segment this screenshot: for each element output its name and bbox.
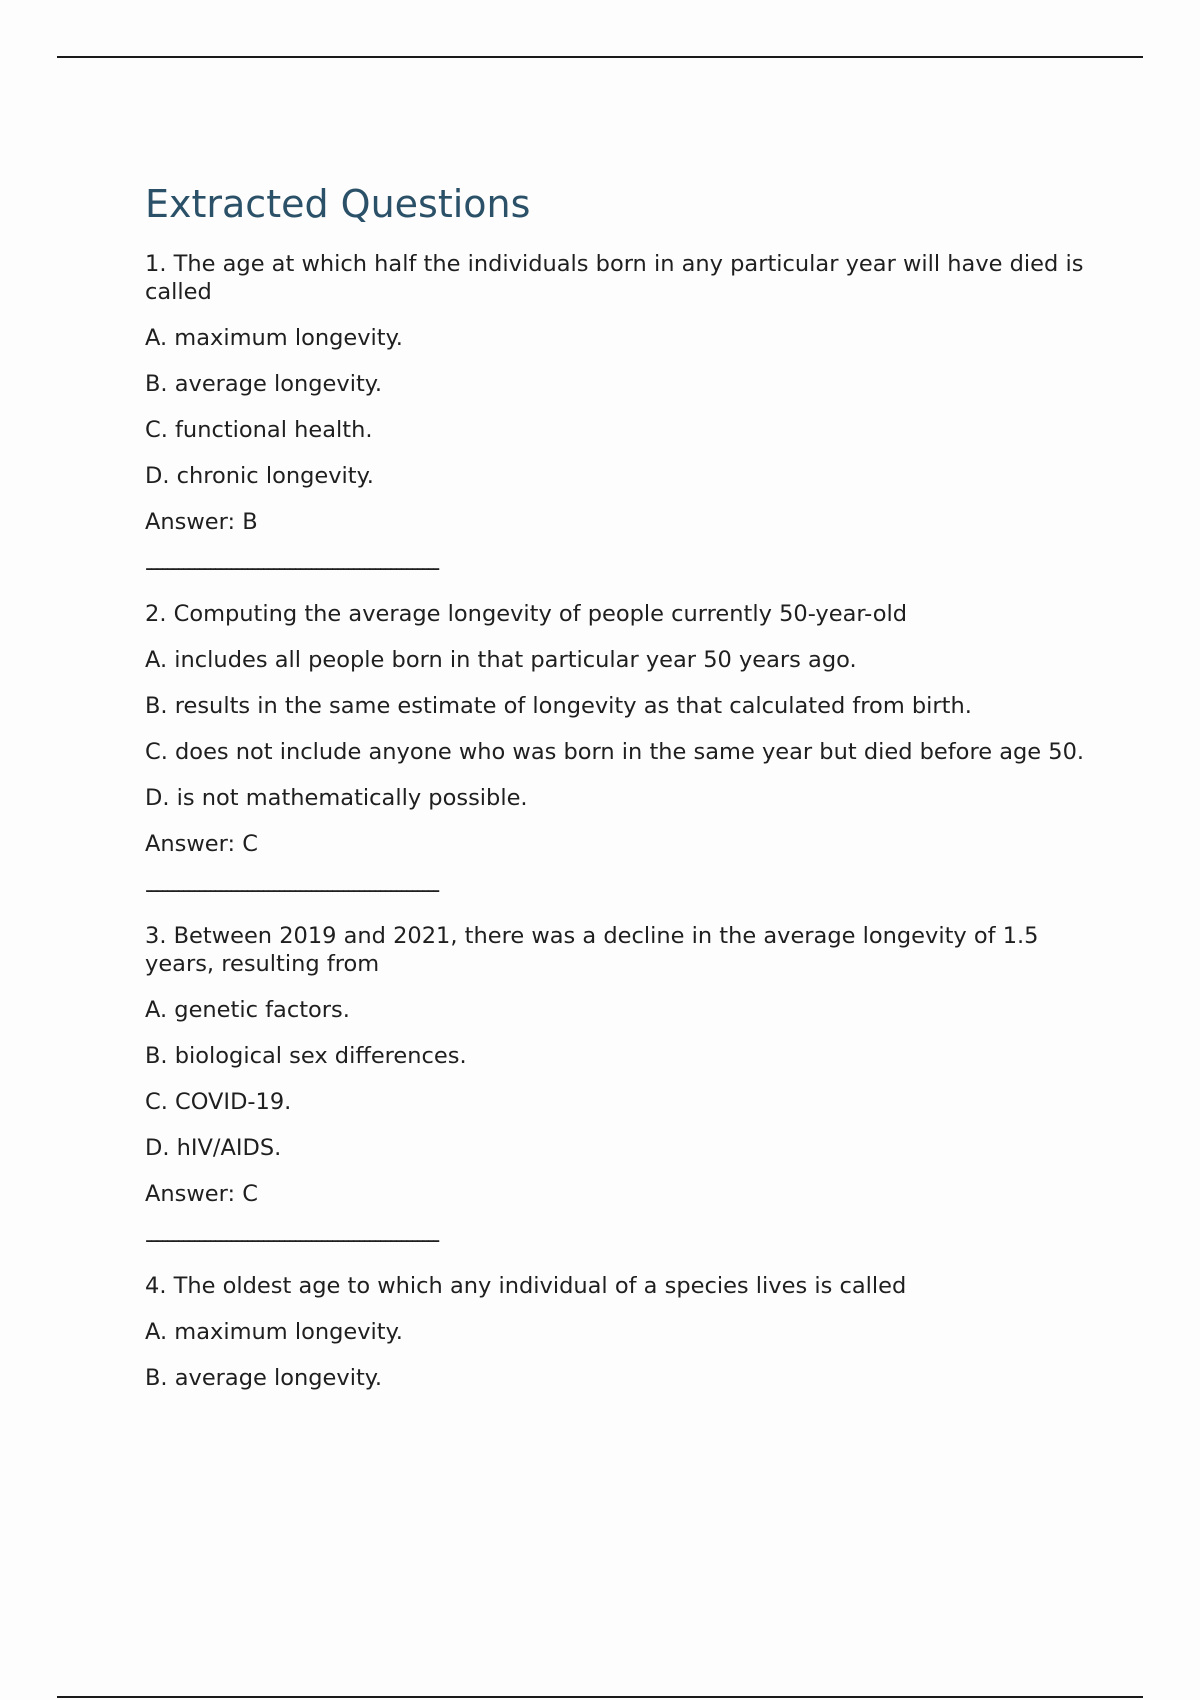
question-stem: 3. Between 2019 and 2021, there was a decline in the average longevity of 1.5 years, resulting from	[145, 923, 1039, 977]
bottom-rule	[57, 1696, 1143, 1698]
page-title: Extracted Questions	[145, 182, 531, 226]
separator-line: -------------------------------------------------------	[145, 877, 438, 903]
option-a: A. maximum longevity.	[145, 325, 403, 351]
question-3	[145, 922, 1085, 1254]
option-b: B. average longevity.	[145, 371, 383, 397]
option-c: C. does not include anyone who was born in the same year but died before age 50.	[145, 739, 1085, 765]
option-b: B. average longevity.	[145, 1365, 383, 1391]
option-c: C. COVID-19.	[145, 1089, 292, 1115]
option-a: A. genetic factors.	[145, 997, 350, 1023]
option-d: D. hIV/AIDS.	[145, 1135, 282, 1161]
question-stem: 4. The oldest age to which any individual of a species lives is called	[145, 1273, 907, 1299]
option-a: A. maximum longevity.	[145, 1319, 403, 1345]
question-4	[145, 1272, 1085, 1392]
answer-line: Answer: C	[145, 831, 258, 857]
top-rule	[57, 56, 1143, 58]
option-d: D. chronic longevity.	[145, 463, 374, 489]
question-stem: 1. The age at which half the individuals born in any particular year will have died is called	[145, 251, 1084, 305]
question-2	[145, 600, 1085, 904]
option-d: D. is not mathematically possible.	[145, 785, 528, 811]
option-a: A. includes all people born in that particular year 50 years ago.	[145, 647, 857, 673]
option-b: B. results in the same estimate of longevity as that calculated from birth.	[145, 693, 972, 719]
question-1	[145, 250, 1085, 582]
separator-line: -------------------------------------------------------	[145, 555, 438, 581]
question-stem: 2. Computing the average longevity of people currently 50-year-old	[145, 601, 908, 627]
answer-line: Answer: C	[145, 1181, 258, 1207]
option-c: C. functional health.	[145, 417, 373, 443]
separator-line: -------------------------------------------------------	[145, 1227, 438, 1253]
option-b: B. biological sex differences.	[145, 1043, 467, 1069]
document-body	[145, 178, 1085, 1410]
answer-line: Answer: B	[145, 509, 258, 535]
